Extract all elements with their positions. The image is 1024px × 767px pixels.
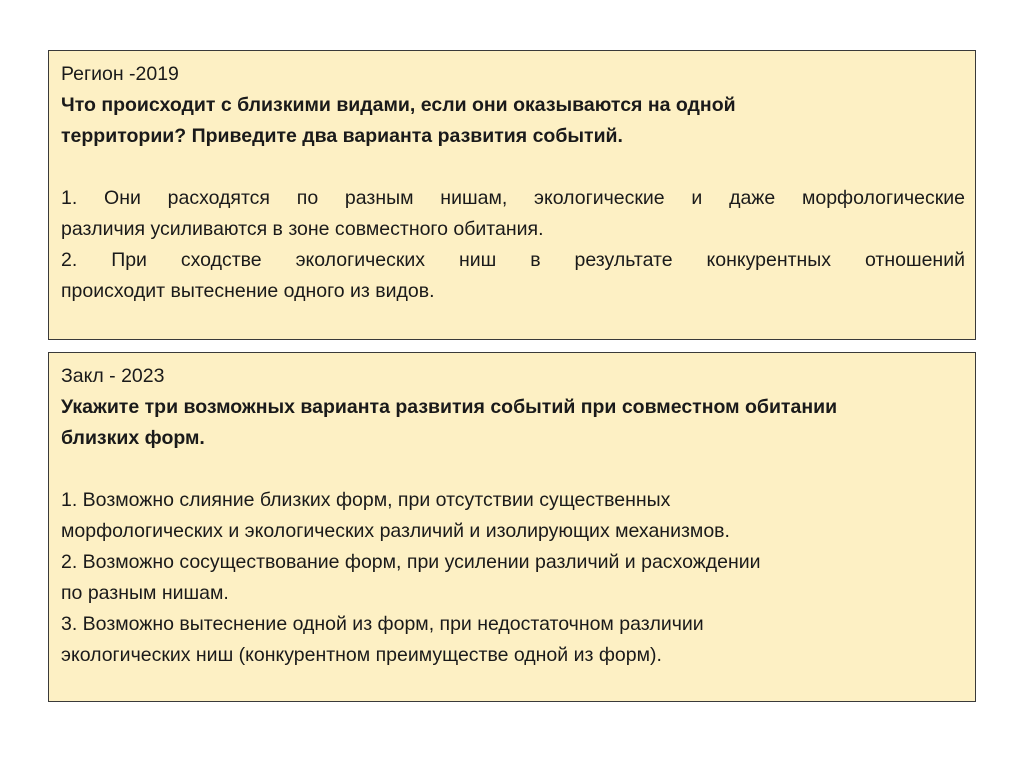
task-source: Регион -2019: [61, 63, 179, 85]
answer-line: по разным нишам.: [61, 582, 229, 604]
task-question-line: территории? Приведите два варианта развития событий.: [61, 125, 623, 147]
answer-line: экологических ниш (конкурентном преимуществе одной из форм).: [61, 644, 662, 666]
answer-line: 1. Возможно слияние близких форм, при отсутствии существенных: [61, 489, 671, 511]
task-question-line: близких форм.: [61, 427, 205, 449]
answer-line: различия усиливаются в зоне совместного обитания.: [61, 218, 544, 240]
answer-line: 3. Возможно вытеснение одной из форм, при недостаточном различии: [61, 613, 704, 635]
spacer: [61, 152, 965, 183]
answer-line: морфологических и экологических различий и изолирующих механизмов.: [61, 520, 730, 542]
answer-line: происходит вытеснение одного из видов.: [61, 280, 435, 302]
answer-line: 1. Они расходятся по разным нишам, экологические и даже морфологические: [61, 187, 965, 209]
task-source: Закл - 2023: [61, 365, 165, 387]
task-question-line: Укажите три возможных варианта развития событий при совместном обитании: [61, 396, 838, 418]
answer-line: 2. Возможно сосуществование форм, при усилении различий и расхождении: [61, 551, 761, 573]
spacer: [61, 454, 965, 485]
task-box-region-2019: [48, 50, 976, 340]
task-box-zakl-2023: [48, 352, 976, 702]
task-question-line: Что происходит с близкими видами, если они оказываются на одной: [61, 94, 736, 116]
answer-line: 2. При сходстве экологических ниш в результате конкурентных отношений: [61, 249, 965, 271]
